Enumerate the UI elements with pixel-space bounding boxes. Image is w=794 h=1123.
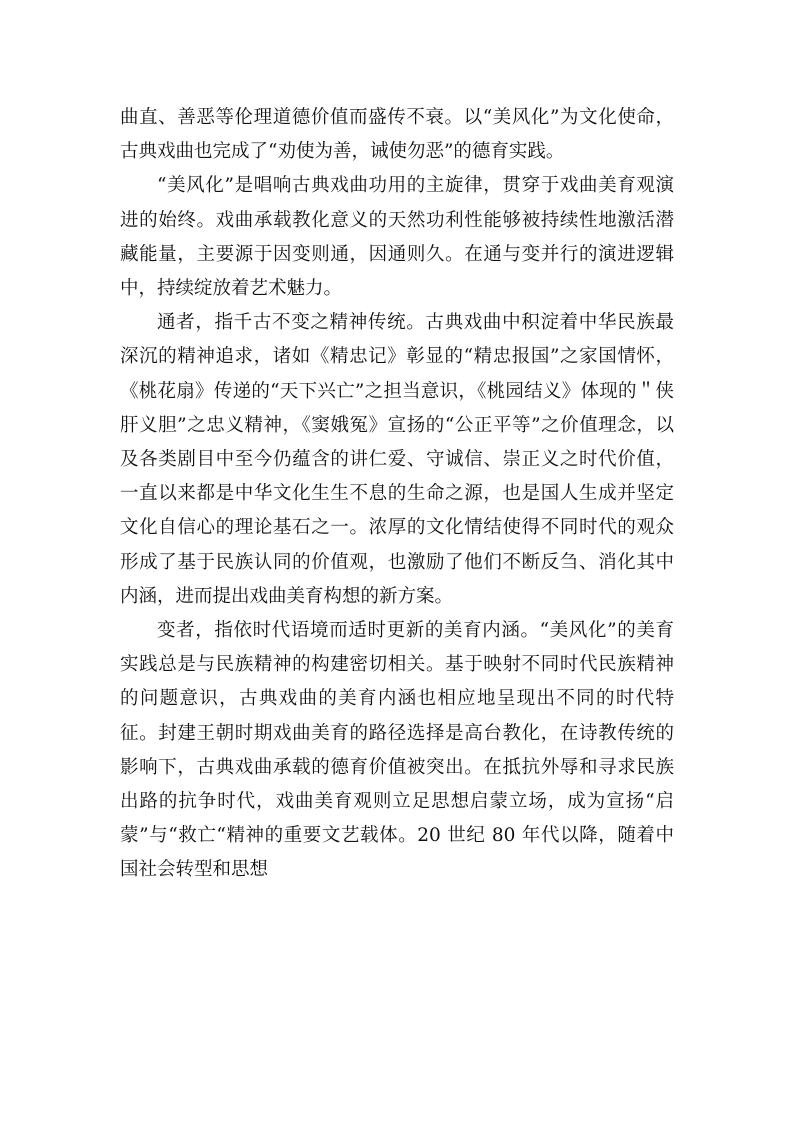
paragraph-4: 变者，指依时代语境而适时更新的美育内涵。“美风化”的美育实践总是与民族精神的构建密切相关。基于映射不同时代民族精神的问题意识，古典戏曲的美育内涵也相应地呈现出不同的时代特征。封建王朝时期戏曲美育的路径选择是高台教化，在诗教传统的影响下，古典戏曲承载的德育价值被突出。在抵抗外辱和寻求民族出路的抗争时代，戏曲美育观则立足思想启蒙立场，成为宣扬“启蒙”与“救亡“精神的重要文艺载体。20 世纪 80 年代以降，随着中国社会转型和思想: [120, 620, 674, 881]
paragraph-2: “美风化”是唱响古典戏曲功用的主旋律，贯穿于戏曲美育观演进的始终。戏曲承载教化意义的天然功利性能够被持续性地激活潜藏能量，主要源于因变则通，因通则久。在通与变并行的演进逻辑中，持续绽放着艺术魅力。: [120, 175, 674, 300]
document-body: [120, 101, 674, 888]
paragraph-1: 曲直、善恶等伦理道德价值而盛传不衰。以“美风化”为文化使命，古典戏曲也完成了“劝使为善，诫使勿恶”的德育实践。: [120, 107, 674, 163]
paragraph-3: 通者，指千古不变之精神传统。古典戏曲中积淀着中华民族最深沉的精神追求，诸如《精忠记》彰显的“精忠报国”之家国情怀，《桃花扇》传递的“天下兴亡”之担当意识，《桃园结义》体现的＂侠肝义胆”之忠义精神，《窦娥冤》宣扬的“公正平等”之价值理念，以及各类剧目中至今仍蕴含的讲仁爱、守诚信、崇正义之时代价值，一直以来都是中华文化生生不息的生命之源，也是国人生成并坚定文化自信心的理论基石之一。浓厚的文化情结使得不同时代的观众形成了基于民族认同的价值观，也激励了他们不断反刍、消化其中内涵，进而提出戏曲美育构想的新方案。: [120, 312, 674, 607]
